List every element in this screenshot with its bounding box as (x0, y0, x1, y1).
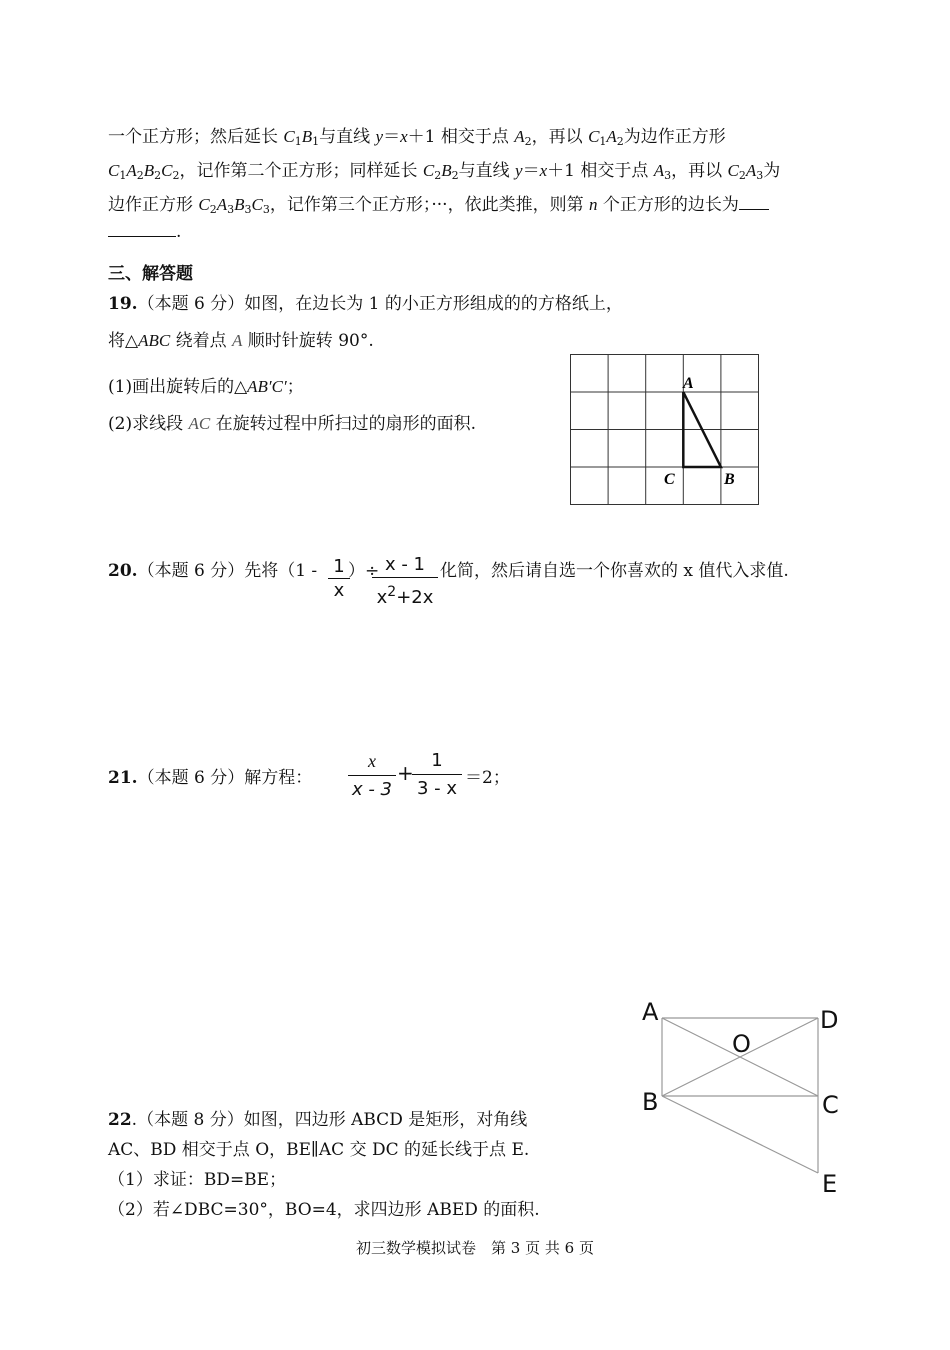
q19-part-2: (2)求线段 AC 在旋转过程中所扫过的扇形的面积. (108, 414, 477, 434)
label-b: B (724, 471, 735, 488)
q19-line-2: 将△ABC 绕着点 A 顺时针旋转 90°. (108, 331, 374, 351)
q22-line-1: 22.（本题 8 分）如图，四边形 ABCD 是矩形，对角线 (108, 1110, 528, 1130)
label-B: B (642, 1088, 659, 1116)
q21-plus: + (397, 761, 414, 785)
label-E: E (822, 1170, 838, 1198)
q22-part-2: （2）若∠DBC=30°，BO=4，求四边形 ABED 的面积. (108, 1200, 540, 1220)
q18-line-2: $C_1A_2B_2C_2$，记作第二个正方形；同样延长 $C_2B_2$与直线 y＝x＋1 相交于点 $A_3$，再以 $C_2A_3$为 (108, 161, 781, 182)
q22-part-1: （1）求证：BD=BE； (108, 1170, 287, 1190)
q22-rectangle-figure (630, 990, 850, 1205)
q20-divide: ）÷ (348, 561, 380, 581)
q18-line-1: 一个正方形；然后延长 $C_1B_1$与直线 y＝x＋1 相交于点 $A_2$，再以 $C_1A_2$为边作正方形 (108, 127, 726, 148)
q20-line: 20.（本题 6 分）先将（1 - (108, 561, 318, 581)
q20-fraction-1: 1 x (328, 556, 350, 603)
q20-line-end: 化简，然后请自选一个你喜欢的 x 值代入求值. (440, 561, 789, 581)
answer-blank-cont[interactable] (108, 222, 176, 237)
q21-fraction-1: x x - 3 (348, 748, 396, 804)
q22-line-2: AC、BD 相交于点 O，BE∥AC 交 DC 的延长线于点 E. (108, 1140, 530, 1160)
q19-part-1: (1)画出旋转后的△AB′C′； (108, 377, 304, 397)
q18-line-4: . (108, 222, 181, 242)
page-footer: 初三数学模拟试卷 第 3 页 共 6 页 (356, 1239, 594, 1257)
q21-fraction-2: 1 3 - x (412, 748, 462, 803)
q20-fraction-2: x - 1 $x^2+2x$ (372, 552, 438, 612)
label-C: C (822, 1091, 839, 1119)
q21-line: 21.（本题 6 分）解方程： (108, 768, 313, 788)
q18-line-3: 边作正方形 $C_2A_3B_3C_3$，记作第三个正方形；···，依此类推，则第 n 个正方形的边长为 (108, 190, 769, 216)
label-D: D (820, 1006, 839, 1034)
section-title: 三、解答题 (108, 264, 193, 284)
q21-rhs: ＝2； (465, 768, 510, 788)
label-A: A (642, 998, 659, 1026)
q19-line-1: 19.（本题 6 分）如图，在边长为 1 的小正方形组成的的方格纸上， (108, 294, 623, 314)
answer-blank[interactable] (739, 195, 769, 210)
label-c: C (664, 471, 675, 488)
label-a: A (683, 375, 694, 392)
label-O: O (732, 1030, 751, 1058)
q19-grid-figure (568, 352, 763, 510)
